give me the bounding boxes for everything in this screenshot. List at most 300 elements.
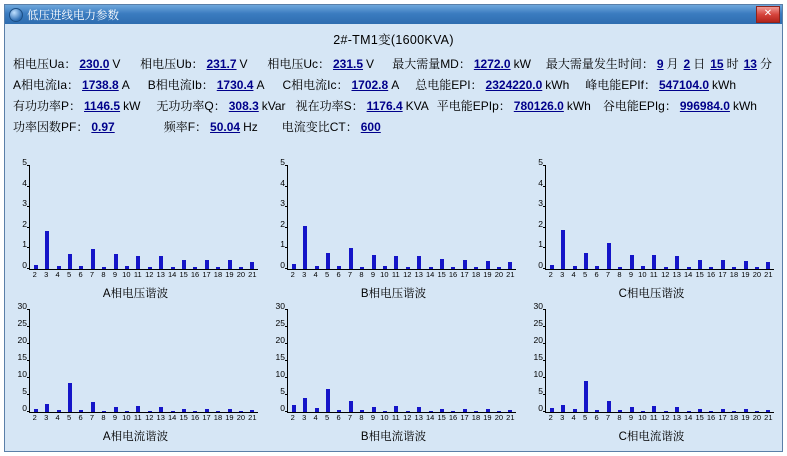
bar [79, 266, 83, 268]
bar [205, 409, 209, 412]
label-epip: 平电能EPIp： [436, 99, 511, 113]
x-tick-label: 9 [628, 413, 633, 422]
axes [275, 300, 516, 414]
bar [429, 267, 433, 268]
bar-slot [569, 166, 580, 269]
chart-title: C相电压谐波 [618, 287, 685, 300]
bar [372, 255, 376, 268]
x-tick-label: 10 [638, 413, 647, 422]
unit-q: kVar [261, 99, 286, 113]
label-ic: C相电流Ic： [282, 78, 349, 92]
bar [360, 410, 364, 412]
bar [68, 383, 72, 412]
y-tick-label: 20 [275, 334, 285, 345]
page-title: 2#-TM1变(1600KVA) [333, 33, 454, 47]
y-tick-label: 15 [17, 351, 27, 362]
chart-title: B相电压谐波 [360, 287, 427, 300]
y-tick-label: 4 [538, 177, 543, 188]
bar-slot [41, 166, 52, 269]
x-tick-label: 8 [101, 269, 106, 279]
x-tick-label: 20 [494, 413, 504, 422]
bar-slot [683, 310, 694, 413]
bar-slot [626, 310, 637, 413]
x-tick-label: 19 [225, 413, 234, 422]
x-axis-labels [29, 413, 258, 424]
bar [34, 409, 38, 412]
field-row-misc [13, 117, 774, 138]
bar [349, 248, 353, 269]
bar [182, 409, 186, 412]
y-tick-label: 0 [280, 403, 285, 413]
label-p: 有功功率P： [13, 99, 82, 113]
bar-slot [557, 166, 568, 269]
bar [383, 411, 387, 412]
x-tick-label: 20 [752, 269, 762, 279]
bar [474, 411, 478, 412]
plot-area [267, 300, 520, 426]
x-tick-label: 19 [483, 413, 492, 422]
x-tick-label: 8 [617, 269, 622, 279]
bar [383, 266, 387, 268]
bar-slot [379, 310, 390, 413]
bar-slot [224, 166, 235, 269]
bar [652, 255, 656, 269]
bar [561, 230, 565, 269]
y-tick-label: 0 [22, 259, 27, 270]
bar-slot [614, 166, 625, 269]
value-ib: 1730.4 [216, 78, 254, 92]
bar-slot [660, 310, 671, 413]
bar [755, 411, 759, 412]
x-tick-label: 7 [89, 269, 95, 279]
bar-slot [592, 166, 603, 269]
x-tick-label: 10 [638, 269, 647, 279]
x-tick-label: 20 [752, 413, 762, 422]
bar [550, 265, 554, 269]
label-pf: 功率因数PF： [13, 120, 89, 134]
x-tick-label: 8 [617, 413, 622, 422]
bar-slot [30, 166, 41, 269]
field-row-currents [13, 75, 774, 96]
bar-slot [299, 310, 310, 413]
y-tick-label: 10 [275, 368, 285, 379]
bar [618, 267, 622, 269]
bar [744, 261, 748, 269]
x-tick-label: 14 [683, 413, 693, 422]
value-md-month: 9 [656, 57, 664, 71]
bar [550, 408, 554, 412]
x-tick-label: 13 [414, 269, 423, 279]
harmonics-charts [9, 157, 778, 447]
bar-slot [155, 310, 166, 413]
bar-slot [53, 166, 64, 269]
bar-slot [706, 310, 717, 413]
x-tick-label: 11 [391, 413, 400, 422]
bar-slot [356, 166, 367, 269]
bar [630, 407, 634, 412]
bar-slot [717, 310, 728, 413]
y-tick-label: 2 [22, 218, 27, 229]
y-tick-label: 5 [538, 157, 543, 167]
bar-slot [41, 310, 52, 413]
x-tick-label: 21 [248, 269, 257, 279]
label-epif: 峰电能EPIf： [585, 78, 656, 92]
bar [239, 411, 243, 412]
bar [744, 409, 748, 412]
x-tick-label: 11 [133, 413, 142, 422]
label-s: 视在功率S： [295, 99, 364, 113]
bar [91, 402, 95, 412]
x-tick-label: 2 [32, 269, 37, 279]
bar-series [288, 310, 516, 413]
bar-slot [505, 166, 516, 269]
value-ub: 231.7 [206, 57, 237, 71]
bar [136, 406, 140, 412]
bar-slot [167, 166, 178, 269]
x-tick-label: 15 [695, 413, 704, 422]
x-tick-label: 9 [112, 413, 117, 422]
bar [561, 405, 565, 412]
bar-slot [614, 310, 625, 413]
bar-slot [569, 310, 580, 413]
x-tick-label: 15 [437, 269, 446, 279]
value-s: 1176.4 [366, 99, 403, 113]
unit-s: KVA [405, 99, 429, 113]
bar-slot [751, 166, 762, 269]
x-tick-label: 2 [548, 413, 553, 422]
bar-slot [660, 166, 671, 269]
bar-slot [637, 310, 648, 413]
bar [440, 409, 444, 412]
bar [394, 406, 398, 412]
bar-slot [649, 166, 660, 269]
bar [641, 411, 645, 412]
value-ct: 600 [360, 120, 381, 134]
x-tick-label: 17 [202, 413, 211, 422]
x-tick-label: 4 [571, 269, 576, 279]
bar-slot [178, 310, 189, 413]
bar [595, 266, 599, 268]
x-tick-label: 3 [302, 269, 307, 279]
chart-title: B相电流谐波 [360, 431, 427, 443]
unit-ic: A [391, 78, 400, 92]
y-tick-label: 1 [22, 239, 27, 249]
x-tick-label: 12 [403, 413, 412, 422]
bar [102, 411, 106, 412]
bar [497, 411, 501, 412]
value-epi: 2324220.0 [485, 78, 543, 92]
bar [292, 264, 296, 268]
x-tick-label: 14 [167, 269, 177, 279]
x-tick-label: 9 [370, 269, 375, 279]
bar [315, 408, 319, 412]
bar [584, 381, 588, 412]
x-axis-labels [545, 270, 774, 281]
bar [228, 409, 232, 412]
x-tick-label: 20 [236, 269, 246, 279]
bar [486, 261, 490, 269]
x-tick-label: 3 [560, 269, 565, 279]
x-axis-labels [287, 413, 516, 424]
bar [136, 256, 140, 269]
x-tick-label: 4 [55, 269, 60, 279]
plot-area [525, 300, 778, 426]
bar-slot [76, 310, 87, 413]
x-tick-label: 18 [471, 413, 481, 422]
bar [630, 255, 634, 269]
unit-epip: kWh [566, 99, 591, 113]
x-tick-label: 18 [471, 269, 481, 279]
x-tick-label: 17 [718, 413, 727, 422]
bar [239, 267, 243, 268]
x-tick-label: 15 [179, 413, 188, 422]
bar-slot [133, 310, 144, 413]
bar [698, 260, 702, 269]
value-md: 1272.0 [473, 57, 511, 71]
bar-slot [334, 310, 345, 413]
bar [451, 411, 455, 412]
x-tick-label: 16 [190, 269, 200, 279]
x-tick-label: 14 [425, 269, 435, 279]
unit-ub: V [239, 57, 248, 71]
x-tick-label: 21 [764, 413, 773, 422]
x-tick-label: 21 [506, 269, 515, 279]
bar-slot [368, 310, 379, 413]
bar [34, 265, 38, 268]
bar [315, 266, 319, 268]
bar-slot [110, 166, 121, 269]
y-tick-label: 30 [17, 300, 27, 311]
bar-slot [637, 166, 648, 269]
x-tick-label: 18 [213, 413, 223, 422]
bar [159, 256, 163, 269]
x-tick-label: 6 [78, 269, 83, 279]
bar-slot [751, 310, 762, 413]
bar [766, 410, 770, 412]
x-tick-label: 3 [560, 413, 565, 422]
bar [709, 267, 713, 268]
y-tick-label: 5 [22, 157, 27, 167]
y-tick-label: 2 [280, 218, 285, 229]
bar [440, 259, 444, 268]
x-tick-label: 10 [380, 413, 389, 422]
x-tick-label: 16 [706, 413, 716, 422]
bar [508, 410, 512, 412]
chart-5 [267, 300, 520, 448]
x-tick-label: 6 [336, 269, 341, 279]
y-tick-label: 4 [22, 177, 27, 188]
bar [595, 410, 599, 412]
bar [349, 401, 353, 412]
window-client-area [5, 24, 782, 451]
bar-slot [546, 166, 557, 269]
label-md-time: 最大需量发生时间： [545, 57, 654, 71]
bar-slot [178, 166, 189, 269]
bar-slot [425, 166, 436, 269]
bar-slot [213, 166, 224, 269]
x-tick-label: 19 [483, 269, 492, 279]
bar [675, 256, 679, 269]
bar [766, 262, 770, 268]
bar [406, 267, 410, 269]
bar-series [546, 310, 774, 413]
bar-slot [580, 166, 591, 269]
y-tick-label: 4 [280, 177, 285, 188]
bar [148, 267, 152, 269]
x-axis-labels [29, 270, 258, 281]
y-tick-label: 1 [280, 239, 285, 249]
x-tick-label: 14 [425, 413, 435, 422]
bar-slot [201, 166, 212, 269]
value-md-day: 2 [683, 57, 691, 71]
x-tick-label: 7 [605, 413, 611, 422]
app-circle-icon [9, 8, 23, 22]
bar [171, 267, 175, 268]
bar [182, 260, 186, 268]
bar-series [30, 310, 258, 413]
x-tick-label: 14 [167, 413, 177, 422]
unit-md-month: 月 [666, 57, 679, 71]
bar [641, 266, 645, 268]
bar-slot [322, 166, 333, 269]
bar-slot [247, 310, 258, 413]
bar-slot [322, 310, 333, 413]
window-titlebar [5, 5, 782, 24]
y-tick-label: 5 [280, 157, 285, 167]
x-tick-label: 12 [403, 269, 412, 279]
unit-ia: A [121, 78, 130, 92]
chart-row [9, 157, 778, 304]
x-tick-label: 13 [672, 413, 681, 422]
x-tick-label: 19 [225, 269, 234, 279]
unit-uc: V [366, 57, 375, 71]
bar [417, 407, 421, 412]
x-tick-label: 10 [122, 269, 131, 279]
close-button[interactable]: ✕ [756, 6, 780, 23]
chart-4 [9, 300, 262, 448]
label-ia: A相电流Ia： [13, 78, 80, 92]
unit-freq: Hz [243, 120, 258, 134]
y-tick-label: 25 [17, 317, 27, 328]
bar-slot [482, 310, 493, 413]
x-tick-label: 14 [683, 269, 693, 279]
x-tick-label: 13 [156, 269, 165, 279]
field-row-voltages [13, 54, 774, 75]
bar-slot [740, 310, 751, 413]
x-tick-label: 10 [122, 413, 131, 422]
x-tick-label: 12 [145, 269, 154, 279]
x-tick-label: 21 [506, 413, 515, 422]
bar-slot [110, 310, 121, 413]
label-ct: 电流变比CT： [281, 120, 358, 134]
bar-slot [459, 310, 470, 413]
x-tick-label: 6 [78, 413, 83, 422]
bar-slot [706, 166, 717, 269]
y-tick-label: 30 [533, 300, 543, 311]
bar [687, 411, 691, 412]
bar-slot [247, 166, 258, 269]
x-tick-label: 2 [290, 413, 295, 422]
bar [125, 411, 129, 412]
bar [721, 260, 725, 268]
x-axis-labels [545, 413, 774, 424]
y-tick-label: 15 [275, 351, 285, 362]
bar-slot [64, 166, 75, 269]
bar [193, 267, 197, 268]
bar [732, 267, 736, 268]
bar [326, 389, 330, 412]
bar [57, 410, 61, 412]
x-tick-label: 5 [325, 269, 330, 279]
unit-md-hour: 时 [726, 57, 739, 71]
bar-slot [413, 166, 424, 269]
bar-slot [391, 166, 402, 269]
x-tick-label: 18 [729, 269, 739, 279]
bar-slot [694, 166, 705, 269]
label-q: 无功功率Q： [156, 99, 226, 113]
bar [57, 266, 61, 268]
chart-1 [9, 157, 262, 304]
x-tick-label: 16 [448, 413, 458, 422]
chart-6 [525, 300, 778, 448]
x-tick-label: 4 [55, 413, 60, 422]
x-tick-label: 20 [236, 413, 246, 422]
bar-slot [201, 310, 212, 413]
bar-slot [224, 310, 235, 413]
bar-slot [64, 310, 75, 413]
x-tick-label: 6 [594, 269, 599, 279]
bar-slot [288, 310, 299, 413]
bar [732, 411, 736, 412]
bar [675, 407, 679, 412]
x-tick-label: 18 [213, 269, 223, 279]
x-tick-label: 11 [133, 269, 142, 279]
x-tick-label: 16 [448, 269, 458, 279]
x-tick-label: 5 [325, 413, 330, 422]
y-tick-label: 2 [538, 218, 543, 229]
x-tick-label: 9 [112, 269, 117, 279]
y-tick-label: 10 [17, 368, 27, 379]
y-tick-label: 3 [538, 198, 543, 208]
bar-slot [288, 166, 299, 269]
label-ub: 相电压Ub： [140, 57, 204, 71]
bar-slot [482, 166, 493, 269]
bar [406, 411, 410, 412]
bar [652, 406, 656, 412]
bar-slot [235, 310, 246, 413]
bar [114, 254, 118, 268]
bar-slot [98, 166, 109, 269]
x-tick-label: 17 [460, 413, 469, 422]
x-tick-label: 6 [336, 413, 341, 422]
chart-2 [267, 157, 520, 304]
x-tick-label: 4 [571, 413, 576, 422]
bar [417, 256, 421, 269]
bar-slot [121, 166, 132, 269]
bar-slot [413, 310, 424, 413]
bar-slot [121, 310, 132, 413]
bar-series [546, 166, 774, 269]
value-md-minute: 13 [743, 57, 757, 71]
chart-title: A相电流谐波 [102, 431, 169, 443]
axes [538, 157, 774, 270]
bar [721, 409, 725, 412]
bar-slot [557, 310, 568, 413]
bar-slot [740, 166, 751, 269]
value-ua: 230.0 [79, 57, 110, 71]
x-tick-label: 7 [347, 269, 353, 279]
y-tick-label: 20 [17, 334, 27, 345]
